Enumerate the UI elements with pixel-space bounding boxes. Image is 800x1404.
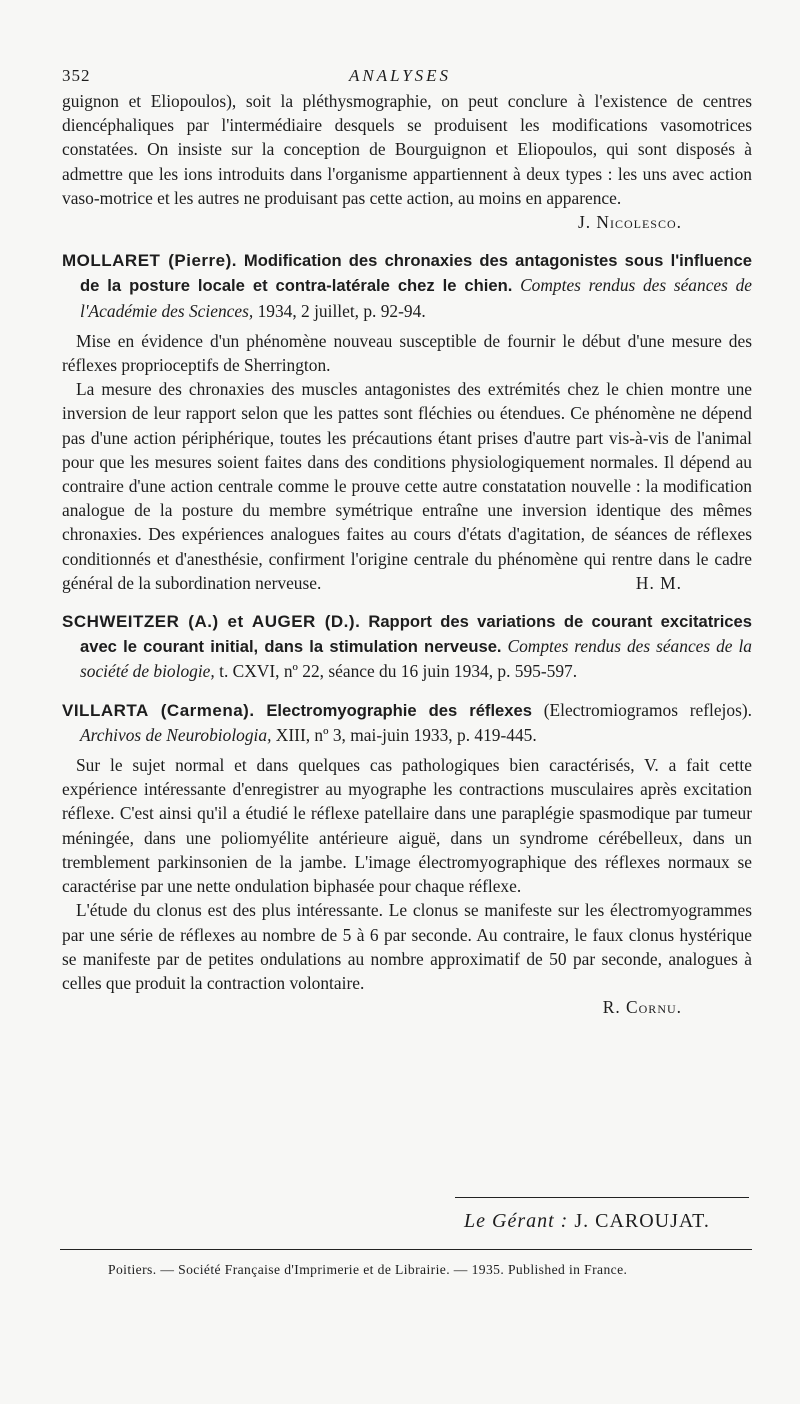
body-text <box>62 89 752 1019</box>
entry-source: Comptes rendus des séances de l'Académie des Sciences, <box>80 275 752 321</box>
signoff-hm: H. M. <box>635 572 682 593</box>
entry-title: Rapport des variations de courant excitatrices avec le courant initial, dans la stimulation nerveuse. <box>80 612 752 657</box>
entry-source: Comptes rendus des séances de la société de biologie, <box>80 636 752 682</box>
imprint: Poitiers. — Société Française d'Imprimerie et de Librairie. — 1935. Published in France. <box>108 1262 628 1277</box>
entry-heading <box>62 248 752 323</box>
continuation-text: guignon et Eliopoulos), soit la pléthysmographie, on peut conclure à l'existence de centres diencéphaliques par l'intermédiaire desquels se produisent les modifications vasomotrices constatées. On insiste sur la conception de Bourguignon et Eliopoulos, qui sont disposés à admettre que les ions introduits dans l'organisme appartiennent à deux types : les uns avec action vaso-motrice et les autres ne produisant pas cette action, au moins en apparence. <box>62 91 752 208</box>
gerant-name: J. CAROUJAT. <box>574 1210 710 1232</box>
gerant-label: Le Gérant : <box>464 1210 569 1232</box>
entry-heading <box>62 698 752 747</box>
signoff-nicolesco: J. Nicolesco. <box>577 212 682 233</box>
entry-details: t. CXVI, nº 22, séance du 16 juin 1934, p. 595-597. <box>219 661 578 682</box>
entry-paragraph: L'étude du clonus est des plus intéressante. Le clonus se manifeste sur les électromyogrammes par une série de réflexes au nombre de 5 à 6 par seconde. Au contraire, le faux clonus hystérique se manifeste par de petites ondulations au nombre approximatif de 50 par seconde, analogues à celles que produit la contraction volontaire. <box>62 900 752 993</box>
entry-paragraph <box>62 377 752 595</box>
running-head <box>62 66 738 90</box>
entry-title: Modification des chronaxies des antagonistes sous l'influence de la posture locale et contra-latérale chez le chien. <box>80 251 752 296</box>
gerant-line <box>464 1210 710 1233</box>
entry-villarta <box>62 698 752 1020</box>
entry-continuation <box>62 89 752 234</box>
entry-details: 1934, 2 juillet, p. 92-94. <box>257 300 426 321</box>
running-title: ANALYSES <box>348 66 452 85</box>
entry-title: Electromyographie des réflexes <box>266 700 532 720</box>
signoff-cornu: R. Cornu. <box>602 997 682 1018</box>
page-number: 352 <box>62 66 91 85</box>
entry-schweitzer <box>62 609 752 684</box>
paragraph-text: La mesure des chronaxies des muscles antagonistes des extrémités chez le chien montre une inversion de leur rapport selon que les pattes sont fléchies ou étendues. Ce phénomène ne dépend pas d'une action périphérique, toutes les précautions étant prises d'autre part vis-à-vis de l'animal pour que les mesures soient faites dans des conditions physiologiquement normales. Il dépend au contraire d'une action centrale comme le prouve cette autre constatation nouvelle : la modification analogue de la posture du membre symétrique entraîne une inversion identique des mêmes chronaxies. Des expériences analogues faites au cours d'états d'agitation, de séances de réflexes conditionnés et d'anesthésie, confirment l'origine centrale du phénomène qui rentre dans le cadre général de la subordination nerveuse. <box>62 379 752 593</box>
entry-paragraph: Sur le sujet normal et dans quelques cas pathologiques bien caractérisés, V. a fait cette expérience intéressante d'enregistrer au myographe les contractions musculaires après excitation réflexe. C'est ainsi qu'il a étudié le réflexe patellaire dans une paraplégie spasmodique par tumeur méningée, dans une poliomyélite antérieure aiguë, dans un syndrome cérébelleux, dans un tremblement parkinsonien de la jambe. L'image électromyographique des réflexes normaux se caractérise par une nette ondulation biphasée pour chaque réflexe. <box>62 755 752 897</box>
entry-author: VILLARTA (Carmena). <box>62 700 255 720</box>
entry-paragraph: Mise en évidence d'un phénomène nouveau susceptible de fournir le début d'une mesure des réflexes proprioceptifs de Sherrington. <box>62 330 752 376</box>
entry-author: MOLLARET (Pierre). <box>62 251 237 271</box>
entry-mollaret <box>62 248 752 595</box>
continuation-paragraph <box>62 89 752 233</box>
entry-author: SCHWEITZER (A.) et AUGER (D.). <box>62 612 361 632</box>
entry-subtitle: (Electromiogramos reflejos). <box>543 699 752 720</box>
entry-source: Archivos de Neurobiologia, <box>80 724 272 745</box>
footer-rule <box>60 1249 752 1250</box>
entry-details: XIII, nº 3, mai-juin 1933, p. 419-445. <box>275 724 537 745</box>
entry-heading <box>62 609 752 684</box>
footer-rule <box>455 1197 749 1198</box>
